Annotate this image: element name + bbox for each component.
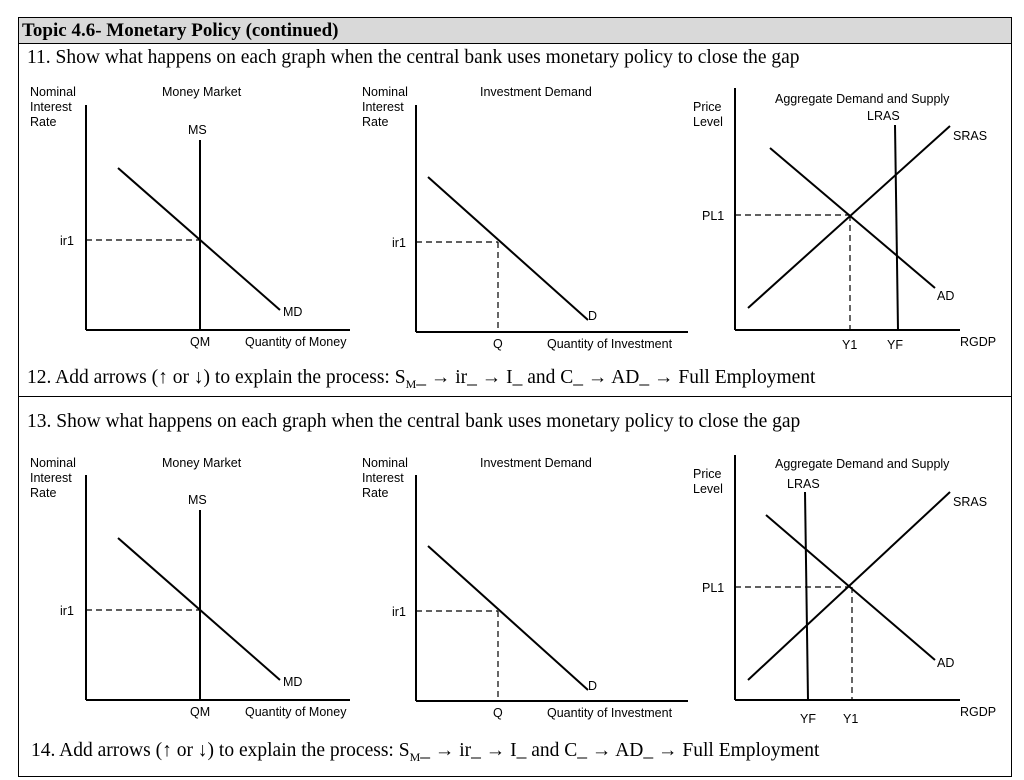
q-label: Q (493, 337, 503, 351)
graph-title: Money Market (162, 456, 242, 470)
ir1-label: ir1 (392, 236, 406, 250)
question-13: 13. Show what happens on each graph when the central bank uses monetary policy to close the gap (27, 411, 801, 432)
x-axis-label: RGDP (960, 705, 997, 719)
process-12-sub: M (405, 376, 417, 391)
ms-label: MS (188, 123, 207, 137)
y-label-line-1: Nominal (362, 85, 408, 99)
y-label-line-3: Rate (30, 115, 57, 129)
ms-label: MS (188, 493, 207, 507)
money-market-graph (30, 85, 350, 349)
y-label-line-2: Interest (362, 471, 404, 485)
money-market-graph (30, 456, 350, 719)
ad-as-graph (693, 455, 996, 726)
y-label-line-2: Level (693, 115, 723, 129)
process-14-prefix: 14. Add arrows (↑ or ↓) to explain the process: S (31, 740, 410, 761)
process-14-sub: M (409, 749, 421, 764)
investment-demand-graph (362, 85, 688, 351)
graph-title: Aggregate Demand and Supply (775, 92, 950, 106)
d-label: D (588, 679, 598, 693)
section-divider (19, 396, 1011, 397)
y1-label: Y1 (843, 712, 859, 726)
ir1-label: ir1 (60, 234, 74, 248)
y-label-line-1: Nominal (362, 456, 408, 470)
question-11: 11. Show what happens on each graph when the central bank uses monetary policy to close the gap (27, 47, 800, 68)
y-label-line-2: Interest (30, 100, 72, 114)
yf-label: YF (800, 712, 816, 726)
topic-header: Topic 4.6- Monetary Policy (continued) (19, 18, 1011, 44)
d-label: D (588, 309, 598, 323)
y-label-line-2: Interest (30, 471, 72, 485)
qm-label: QM (190, 705, 211, 719)
y-label-line-1: Price (693, 100, 722, 114)
y1-label: Y1 (842, 338, 858, 352)
process-12-suffix: _ → ir_ → I_ and C_ → AD_ → Full Employment (416, 367, 816, 388)
md-label: MD (283, 305, 303, 319)
x-axis-label: Quantity of Money (245, 335, 347, 349)
process-14-suffix: _ → ir_ → I_ and C_ → AD_ → Full Employment (420, 740, 820, 761)
y-label-line-1: Nominal (30, 456, 76, 470)
x-axis-label: Quantity of Money (245, 705, 347, 719)
graph-title: Money Market (162, 85, 242, 99)
q-label: Q (493, 706, 503, 720)
sras-label: SRAS (953, 129, 988, 143)
y-label-line-2: Interest (362, 100, 404, 114)
sras-label: SRAS (953, 495, 988, 509)
md-label: MD (283, 675, 303, 689)
ad-as-graph (693, 88, 996, 352)
graphs-row-2 (0, 445, 1024, 735)
investment-demand-curve (428, 177, 588, 320)
x-axis-label: Quantity of Investment (547, 706, 673, 720)
y-label-line-3: Rate (362, 115, 389, 129)
pl1-label: PL1 (702, 581, 725, 595)
ad-label: AD (937, 289, 955, 303)
qm-label: QM (190, 335, 211, 349)
y-label-line-3: Rate (362, 486, 389, 500)
lras-label: LRAS (787, 477, 820, 491)
graphs-row-1 (0, 75, 1024, 365)
ad-label: AD (937, 656, 955, 670)
investment-demand-curve (428, 546, 588, 690)
x-axis-label: RGDP (960, 335, 997, 349)
process-12 (27, 367, 815, 395)
sras-curve (748, 126, 950, 308)
lras-curve (805, 492, 808, 700)
y-label-line-3: Rate (30, 486, 57, 500)
lras-label: LRAS (867, 109, 900, 123)
graph-title: Aggregate Demand and Supply (775, 457, 950, 471)
y-label-line-2: Level (693, 482, 723, 496)
process-14 (31, 740, 819, 768)
x-axis-label: Quantity of Investment (547, 337, 673, 351)
investment-demand-graph (362, 456, 688, 720)
ir1-label: ir1 (60, 604, 74, 618)
y-label-line-1: Nominal (30, 85, 76, 99)
yf-label: YF (887, 338, 903, 352)
graph-title: Investment Demand (480, 85, 592, 99)
process-12-prefix: 12. Add arrows (↑ or ↓) to explain the process: S (27, 367, 406, 388)
pl1-label: PL1 (702, 209, 725, 223)
graph-title: Investment Demand (480, 456, 592, 470)
ir1-label: ir1 (392, 605, 406, 619)
lras-curve (895, 125, 898, 330)
y-label-line-1: Price (693, 467, 722, 481)
